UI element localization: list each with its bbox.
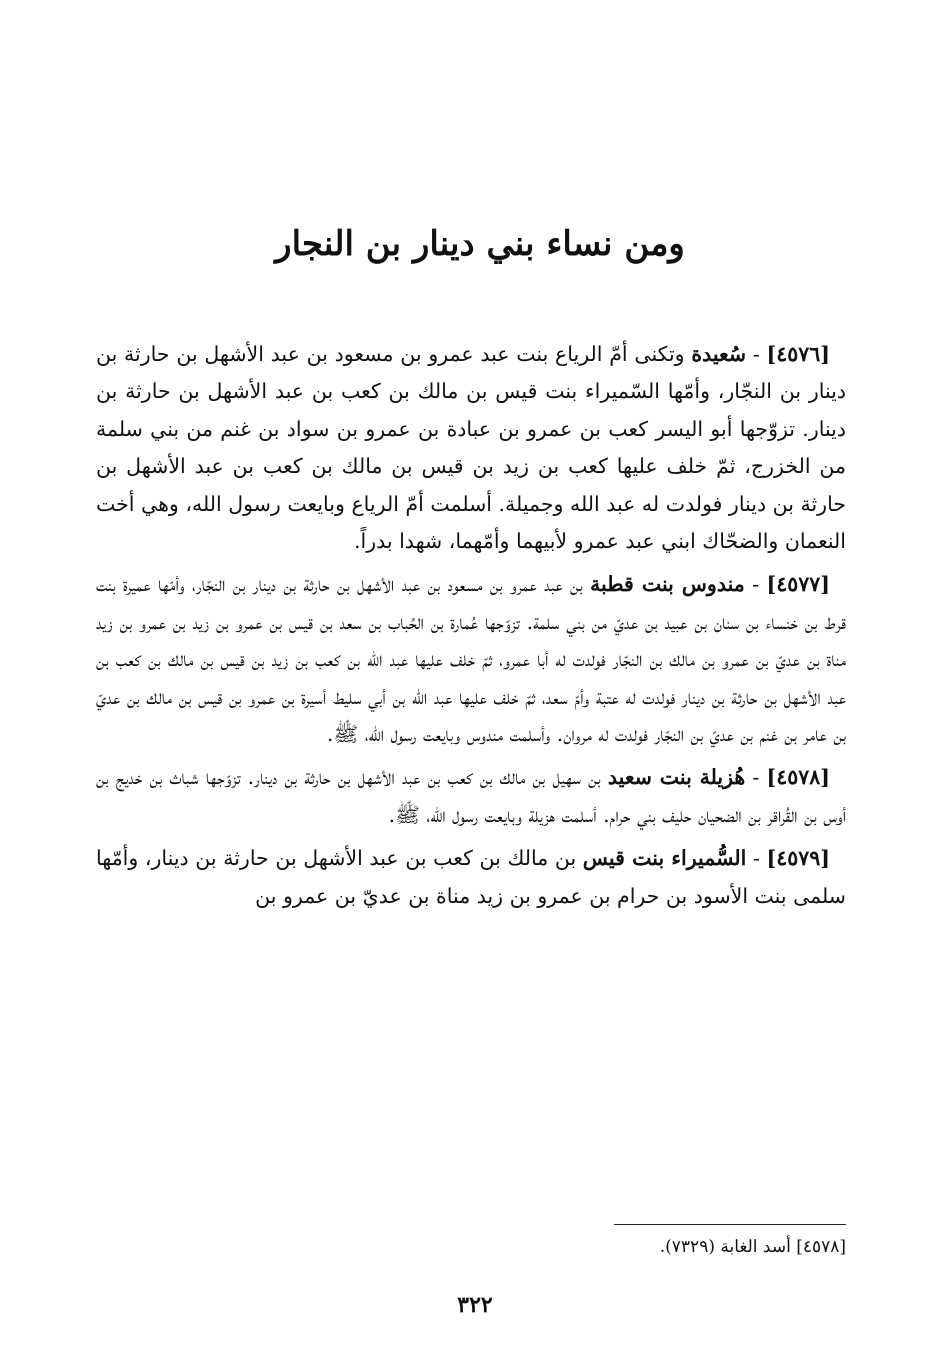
entry-dash: - xyxy=(745,765,760,790)
entry-dash: - xyxy=(746,342,760,366)
entry-4576 xyxy=(96,336,846,560)
entry-number: [٤٥٧٧] xyxy=(766,572,830,597)
page-number: ٣٢٢ xyxy=(457,1292,493,1318)
entry-name: مندوس بنت قطبة xyxy=(590,572,745,597)
footnote-divider xyxy=(614,1224,846,1225)
entry-text: بن عبد عمرو بن مسعود بن عبد الأشهل بن حارثة بن دينار بن النجّار، وأمّها عميرة بنت قرط بن خنساء بن سنان بن عبيد بن عديّ من بني سلمة. تزوّجها عُمارة بن الحُباب بن سعد بن قيس بن عمرو بن زيد بن عمرو بن زيد مناة بن عديّ بن عمرو بن مالك بن النجّار فولدت له أبا عمرو، ثمّ خلف عليها عبد الله بن كعب بن زيد بن قيس بن مالك بن كعب بن عبد الأشهل بن حارثة بن دينار فولدت له عتبة وأمّ سعد، ثمّ خلف عليها عبد الله بن أبي سليط أسيرة بن عمرو بن قيس بن مالك بن عديّ بن عامر بن غنم بن عديّ بن النجّار فولدت له مروان. وأسلمت مندوس وبايعت رسول الله، ﷺ. xyxy=(96,572,846,747)
entry-text: وتكنى أمّ الرياع بنت عبد عمرو بن مسعود بن عبد الأشهل بن حارثة بن دينار بن النجّار، وأمّها السّميراء بنت قيس بن مالك بن كعب بن عبد الأشهل بن حارثة بن دينار. تزوّجها أبو اليسر كعب بن عمرو بن عبادة بن عمرو بن سواد بن غنم من بني سلمة من الخزرج، ثمّ خلف عليها كعب بن زيد بن قيس بن مالك بن كعب بن عبد الأشهل بن حارثة بن دينار فولدت له عبد الله وجميلة. أسلمت أمّ الرياع وبايعت رسول الله، وهي أخت النعمان والضحّاك ابني عبد عمرو لأبيهما وأمّهما، شهدا بدراً. xyxy=(96,342,846,554)
entry-dash: - xyxy=(744,572,760,597)
footnote: [٤٥٧٨] أسد الغابة (٧٣٢٩). xyxy=(659,1237,846,1257)
entry-text: بن سهيل بن مالك بن كعب بن عبد الأشهل بن حارثة بن دينار. تزوّجها شباث بن خديج بن أوس بن القُراقر بن الضحيان حليف بني حرام. أسلمت هزيلة وبايعت رسول الله، ﷺ. xyxy=(96,765,846,827)
entry-name: السُّميراء بنت قيس xyxy=(582,846,747,871)
entry-name: هُزيلة بنت سعيد xyxy=(607,765,746,790)
section-heading: ومن نساء بني دينار بن النجار xyxy=(275,224,685,264)
entry-number: [٤٥٧٩] xyxy=(766,846,830,871)
entry-4577 xyxy=(96,566,846,753)
entry-number: [٤٥٧٦] xyxy=(766,342,830,366)
body-text xyxy=(96,336,846,921)
entry-name: سُعيدة xyxy=(691,342,747,366)
entry-dash: - xyxy=(746,846,760,871)
entry-number: [٤٥٧٨] xyxy=(766,765,830,790)
entry-4578 xyxy=(96,759,846,834)
entry-4579 xyxy=(96,840,846,915)
entry-text: بن مالك بن كعب بن عبد الأشهل بن حارثة بن دينار، وأمّها سلمى بنت الأسود بن حرام بن عمرو بن زيد مناة بن عديّ بن عمرو بن xyxy=(96,846,846,908)
